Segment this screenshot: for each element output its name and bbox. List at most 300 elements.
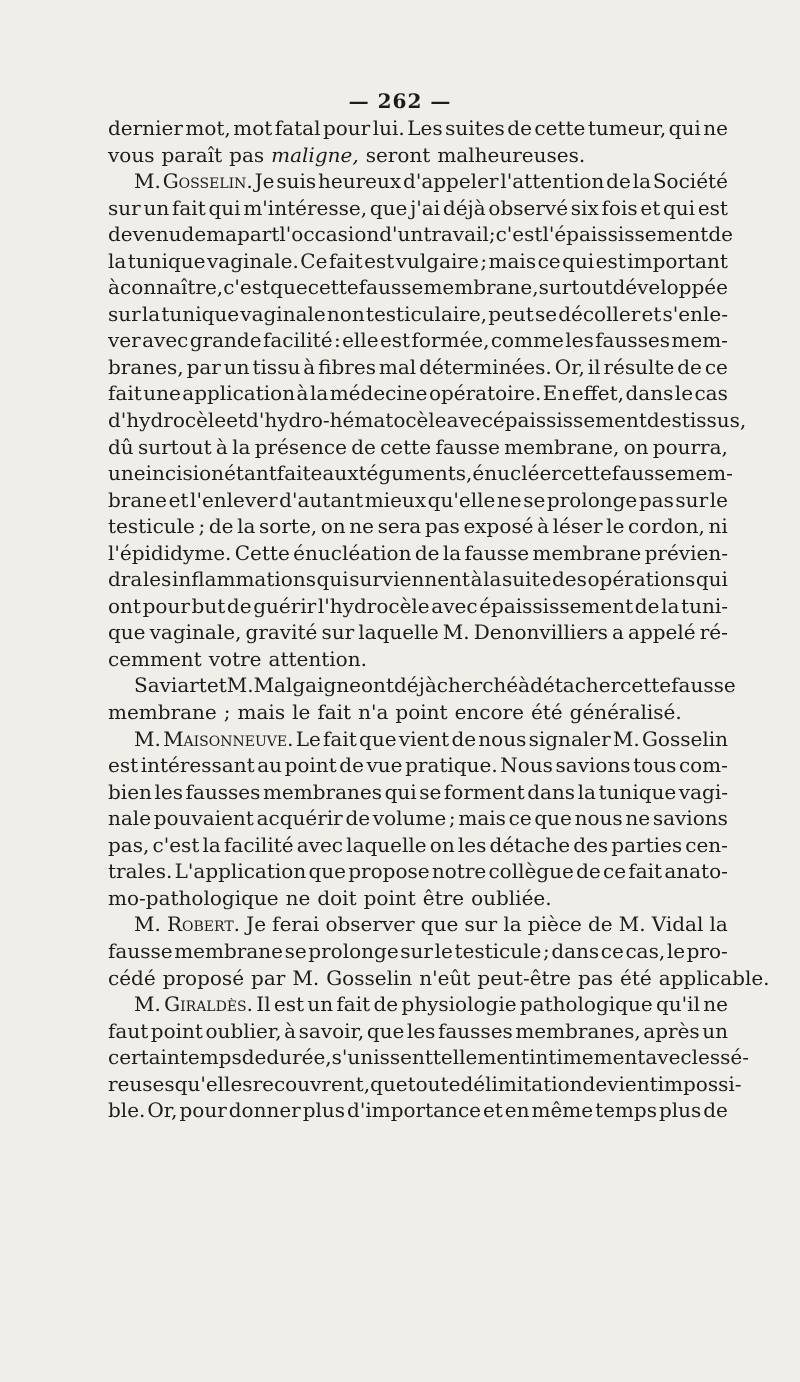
word: le bbox=[606, 514, 625, 539]
word: bien bbox=[108, 779, 152, 804]
word: la bbox=[632, 169, 651, 194]
word: d'importance bbox=[347, 1098, 481, 1123]
word: qui bbox=[662, 195, 696, 220]
word: dans bbox=[625, 381, 674, 406]
text-line bbox=[108, 991, 728, 1018]
text-line bbox=[108, 832, 728, 859]
word: à bbox=[215, 434, 228, 459]
text-line bbox=[108, 354, 728, 381]
word: pas bbox=[424, 514, 460, 539]
word: que bbox=[369, 195, 408, 220]
word: des bbox=[573, 832, 609, 857]
word: le bbox=[709, 487, 728, 512]
word: ont bbox=[108, 593, 141, 618]
word: Or, bbox=[554, 354, 585, 379]
word: cordon, bbox=[628, 514, 705, 539]
word: Cette bbox=[234, 540, 290, 565]
word: faite bbox=[276, 461, 323, 486]
word: l'enlever bbox=[190, 487, 278, 512]
word: épaississement bbox=[479, 593, 634, 618]
word: votre bbox=[208, 646, 262, 671]
word: le bbox=[292, 700, 311, 725]
word: se bbox=[534, 301, 558, 326]
word: temps bbox=[595, 1098, 657, 1123]
word: de bbox=[373, 992, 399, 1017]
word: les bbox=[406, 1018, 436, 1043]
word: oublier, bbox=[205, 1018, 282, 1043]
word: énucléer bbox=[472, 461, 561, 486]
text-line bbox=[108, 407, 747, 434]
word: le bbox=[666, 938, 686, 963]
word: cas bbox=[694, 381, 728, 406]
text-line bbox=[108, 885, 728, 912]
word: effet, bbox=[571, 381, 625, 406]
word: travail bbox=[423, 222, 489, 247]
word: par bbox=[186, 354, 221, 379]
word: déjà bbox=[393, 673, 437, 698]
word: qui bbox=[695, 567, 728, 592]
text-line bbox=[108, 274, 728, 301]
word: ce bbox=[603, 859, 627, 884]
word: cette bbox=[534, 116, 586, 140]
word: surtout bbox=[538, 275, 613, 300]
word: présence bbox=[254, 434, 347, 459]
word: la bbox=[661, 593, 680, 618]
word: été bbox=[530, 700, 563, 725]
word: cette bbox=[380, 434, 432, 459]
text-line bbox=[108, 672, 736, 699]
body-text bbox=[108, 115, 770, 1124]
word: cemment bbox=[108, 646, 202, 671]
word: de bbox=[507, 116, 532, 140]
word: une bbox=[108, 461, 146, 486]
word: durée, bbox=[266, 1045, 332, 1070]
word: Nous bbox=[500, 753, 553, 778]
word: Le bbox=[295, 726, 321, 751]
word: pas bbox=[229, 142, 265, 167]
word: les bbox=[142, 567, 172, 592]
word: d'autant bbox=[279, 487, 364, 512]
word: M. bbox=[618, 912, 646, 937]
word: de bbox=[708, 222, 733, 247]
word: ré- bbox=[699, 620, 728, 645]
word: téguments, bbox=[358, 461, 473, 486]
word: guérir bbox=[253, 593, 317, 618]
word: membrane bbox=[108, 700, 217, 725]
word: pas bbox=[638, 487, 674, 512]
word: temps bbox=[179, 1045, 242, 1070]
word: brane bbox=[108, 487, 168, 512]
word: qui bbox=[316, 567, 349, 592]
word: point bbox=[395, 700, 448, 725]
text-line bbox=[108, 327, 728, 354]
word: c'est bbox=[152, 832, 200, 857]
word: facilité bbox=[262, 328, 333, 353]
word: branes, bbox=[108, 354, 184, 379]
text-line bbox=[108, 805, 728, 832]
word: après bbox=[643, 1018, 700, 1043]
word: Vidal bbox=[651, 912, 704, 937]
word: Giraldès. bbox=[164, 992, 253, 1017]
word: mais bbox=[488, 248, 537, 273]
word: ce bbox=[508, 806, 532, 831]
text-line bbox=[108, 1018, 728, 1045]
word: suite bbox=[501, 567, 552, 592]
word: observer bbox=[325, 912, 415, 937]
word: un bbox=[223, 354, 250, 379]
text-line bbox=[108, 513, 728, 540]
word: il bbox=[587, 354, 601, 379]
word: intéressant bbox=[140, 753, 255, 778]
word: un bbox=[307, 992, 334, 1017]
word: ; bbox=[480, 248, 488, 273]
word: cas, bbox=[625, 938, 666, 963]
word: oubliée. bbox=[471, 885, 552, 910]
word: tunique bbox=[598, 779, 677, 804]
word: : bbox=[333, 328, 341, 353]
text-line bbox=[108, 1044, 749, 1071]
word: on bbox=[429, 832, 455, 857]
word: ble. bbox=[108, 1098, 146, 1123]
word: fausse bbox=[611, 461, 677, 486]
word: que bbox=[534, 806, 572, 831]
word: membrane bbox=[174, 938, 283, 963]
word: et bbox=[641, 301, 662, 326]
word: la bbox=[232, 434, 251, 459]
word: M. bbox=[134, 169, 161, 194]
word: le bbox=[434, 938, 453, 963]
word: appelé bbox=[628, 620, 696, 645]
word: déjà bbox=[442, 195, 486, 220]
word: mem- bbox=[676, 461, 733, 486]
word: se bbox=[419, 779, 442, 804]
word: incision bbox=[145, 461, 225, 486]
word: nous bbox=[574, 806, 623, 831]
word: opératoire. bbox=[428, 381, 542, 406]
word: un bbox=[143, 195, 170, 220]
word: intimement bbox=[529, 1045, 646, 1070]
word: lui. bbox=[372, 116, 405, 140]
word: des bbox=[551, 567, 587, 592]
word: de bbox=[351, 434, 376, 459]
word: prolonge bbox=[308, 938, 399, 963]
word: toute bbox=[407, 1071, 461, 1096]
word: qui bbox=[208, 195, 241, 220]
word: membrane bbox=[532, 540, 642, 565]
word: Saviart bbox=[134, 673, 207, 698]
word: d'appeler bbox=[403, 169, 499, 194]
word: qui bbox=[562, 248, 595, 273]
word: délimitation bbox=[460, 1071, 583, 1096]
word: savoir, bbox=[298, 1018, 365, 1043]
word: mot, bbox=[185, 116, 231, 140]
word: Or, bbox=[147, 1098, 178, 1123]
text-line bbox=[108, 699, 728, 726]
word: la bbox=[503, 912, 522, 937]
word: M. bbox=[134, 992, 161, 1017]
word: pratique. bbox=[405, 753, 498, 778]
word: point bbox=[150, 1018, 203, 1043]
word: testiculaire, bbox=[365, 301, 488, 326]
word: testicule bbox=[108, 514, 195, 539]
word: facilité bbox=[224, 832, 294, 857]
word: elle bbox=[342, 328, 379, 353]
word: Je bbox=[246, 912, 267, 937]
word: Les bbox=[407, 116, 443, 140]
word: anato- bbox=[664, 859, 728, 884]
word: mo-pathologique bbox=[108, 885, 279, 910]
word: tissu bbox=[252, 354, 301, 379]
word: les bbox=[691, 1045, 721, 1070]
word: de bbox=[576, 859, 601, 884]
word: et bbox=[226, 408, 247, 433]
word: dans bbox=[527, 779, 576, 804]
word: être bbox=[422, 885, 465, 910]
word: tellement bbox=[432, 1045, 530, 1070]
word: ver bbox=[108, 328, 141, 353]
word: fatal bbox=[274, 116, 321, 140]
word: à bbox=[518, 673, 531, 698]
word: doit bbox=[317, 885, 357, 910]
word: heureux bbox=[318, 169, 402, 194]
word: pour bbox=[322, 116, 371, 140]
word: connaître, bbox=[120, 275, 224, 300]
word: ; bbox=[448, 806, 456, 831]
word: qu'elle bbox=[427, 487, 496, 512]
word: la bbox=[709, 912, 728, 937]
word: trales. bbox=[108, 859, 173, 884]
word: déterminées. bbox=[419, 354, 552, 379]
word: parties bbox=[611, 832, 683, 857]
word: épaississement bbox=[492, 408, 647, 433]
word: vulgaire bbox=[395, 248, 479, 273]
word: volume bbox=[372, 806, 447, 831]
word: vient bbox=[398, 726, 450, 751]
word: en bbox=[504, 1098, 530, 1123]
word: exposé bbox=[463, 514, 534, 539]
word: énucléation bbox=[293, 540, 412, 565]
word: part bbox=[237, 222, 280, 247]
word: des bbox=[646, 408, 682, 433]
word: cen- bbox=[685, 832, 728, 857]
word: j'ai bbox=[410, 195, 441, 220]
word: est bbox=[697, 195, 728, 220]
word: tunique bbox=[127, 248, 206, 273]
text-line bbox=[108, 1097, 728, 1124]
word: plus bbox=[302, 1098, 346, 1123]
word: été bbox=[619, 965, 652, 990]
word: membrane, bbox=[504, 434, 620, 459]
word: avec bbox=[431, 593, 478, 618]
word: sorte, bbox=[259, 514, 318, 539]
word: détache bbox=[489, 832, 571, 857]
word: collègue bbox=[488, 859, 574, 884]
text-line bbox=[108, 1071, 742, 1098]
word: vous bbox=[108, 142, 155, 167]
word: certain bbox=[108, 1045, 180, 1070]
word: fait bbox=[108, 381, 142, 406]
word: que bbox=[366, 1018, 405, 1043]
word: est bbox=[379, 328, 411, 353]
word: sur bbox=[400, 938, 433, 963]
word: tuni- bbox=[681, 593, 728, 618]
word: c'est bbox=[495, 222, 543, 247]
word: mal bbox=[378, 354, 417, 379]
word: application bbox=[182, 381, 296, 406]
word: ne bbox=[285, 885, 311, 910]
word: a bbox=[612, 620, 624, 645]
word: la bbox=[442, 540, 462, 565]
word: pièce bbox=[527, 912, 582, 937]
word: inflammations bbox=[171, 567, 316, 592]
word: de bbox=[339, 753, 364, 778]
word: est bbox=[364, 248, 395, 273]
word: vaginale, bbox=[149, 620, 242, 645]
word: sur bbox=[464, 912, 498, 937]
word: nous bbox=[478, 726, 527, 751]
text-line bbox=[108, 168, 728, 195]
word: Gosselin bbox=[326, 965, 413, 990]
word: ; bbox=[542, 938, 550, 963]
word: pro- bbox=[686, 938, 728, 963]
word: que bbox=[420, 912, 459, 937]
text-line bbox=[108, 593, 728, 620]
word: que bbox=[108, 620, 146, 645]
word: et bbox=[206, 673, 227, 698]
word: avec bbox=[142, 328, 189, 353]
word: de bbox=[414, 540, 440, 565]
word: les bbox=[565, 328, 594, 353]
word: dernier bbox=[108, 116, 183, 140]
word: faut bbox=[108, 1018, 149, 1043]
word: fait bbox=[328, 248, 363, 273]
word: cédé bbox=[108, 965, 156, 990]
word: Gosselin. bbox=[162, 169, 253, 194]
word: pas bbox=[577, 965, 613, 990]
text-line bbox=[108, 487, 728, 514]
word: fausses bbox=[595, 328, 670, 353]
word: peut bbox=[488, 301, 534, 326]
word: fausses bbox=[185, 779, 261, 804]
word: de bbox=[588, 912, 613, 937]
word: à bbox=[303, 354, 316, 379]
word: l'attention bbox=[500, 169, 605, 194]
text-line bbox=[108, 965, 770, 992]
word: pathologique bbox=[519, 992, 653, 1017]
word: seront bbox=[365, 142, 431, 167]
word: tumeur, bbox=[587, 116, 667, 140]
word: ferai bbox=[272, 912, 320, 937]
word: le bbox=[674, 381, 694, 406]
word: Robert. bbox=[166, 912, 241, 937]
word: médecine bbox=[329, 381, 428, 406]
word: à bbox=[537, 514, 550, 539]
word: est bbox=[273, 992, 305, 1017]
word: point bbox=[363, 885, 416, 910]
word: fait bbox=[628, 859, 663, 884]
word: fausse bbox=[435, 434, 500, 459]
word: ni bbox=[708, 514, 728, 539]
word: ce bbox=[704, 354, 728, 379]
word: mieux bbox=[364, 487, 427, 512]
word: Denonvilliers bbox=[473, 620, 608, 645]
word: six bbox=[570, 195, 599, 220]
word: sur bbox=[675, 487, 709, 512]
text-line bbox=[108, 142, 728, 169]
word: avec bbox=[296, 832, 344, 857]
word: savions bbox=[555, 753, 631, 778]
word: prolonge bbox=[546, 487, 638, 512]
word: notre bbox=[431, 859, 487, 884]
text-line bbox=[108, 434, 728, 461]
word: fausse bbox=[464, 540, 530, 565]
text-line bbox=[108, 752, 728, 779]
word: on bbox=[320, 514, 346, 539]
word: la bbox=[108, 248, 127, 273]
word: Je bbox=[254, 169, 275, 194]
word: malheureuses. bbox=[437, 142, 586, 167]
word: vue bbox=[366, 753, 403, 778]
word: n'a bbox=[358, 700, 389, 725]
word: un bbox=[702, 1018, 728, 1043]
word: ce bbox=[600, 938, 624, 963]
word: s'enle- bbox=[662, 301, 728, 326]
word: sé- bbox=[720, 1045, 749, 1070]
word: En bbox=[542, 381, 571, 406]
word: grande bbox=[189, 328, 262, 353]
word: la bbox=[577, 779, 596, 804]
word: résulte bbox=[603, 354, 675, 379]
word: tunique bbox=[161, 301, 240, 326]
word: ; bbox=[198, 514, 206, 539]
word: physiologie bbox=[401, 992, 517, 1017]
word: de bbox=[451, 726, 477, 751]
word: aux bbox=[322, 461, 359, 486]
word: L'application bbox=[174, 859, 307, 884]
word: M. bbox=[292, 965, 320, 990]
word: est bbox=[595, 248, 626, 273]
word: sur bbox=[321, 620, 355, 645]
word: de bbox=[634, 593, 660, 618]
word: membranes, bbox=[515, 1018, 641, 1043]
word: suites bbox=[445, 116, 505, 140]
word: laquelle bbox=[346, 832, 427, 857]
text-line bbox=[108, 619, 728, 646]
word: de bbox=[345, 806, 371, 831]
word: on bbox=[623, 434, 649, 459]
word: ma bbox=[206, 222, 238, 247]
text-line bbox=[108, 911, 728, 938]
word: point bbox=[284, 753, 337, 778]
word: attention. bbox=[268, 646, 367, 671]
word: fausse bbox=[671, 673, 736, 698]
word: mot bbox=[233, 116, 273, 140]
word: la bbox=[309, 381, 329, 406]
word: Ce bbox=[300, 248, 328, 273]
word: observé bbox=[488, 195, 569, 220]
word: ne bbox=[703, 992, 728, 1017]
word: la bbox=[202, 832, 221, 857]
word: applicable. bbox=[658, 965, 770, 990]
word: qu'il bbox=[655, 992, 700, 1017]
word: étant bbox=[224, 461, 277, 486]
word: mem- bbox=[671, 328, 728, 353]
word: paraît bbox=[161, 142, 223, 167]
word: signaler bbox=[528, 726, 611, 751]
word: acquérir bbox=[256, 806, 343, 831]
word: la bbox=[237, 514, 256, 539]
word: plus bbox=[658, 1098, 702, 1123]
